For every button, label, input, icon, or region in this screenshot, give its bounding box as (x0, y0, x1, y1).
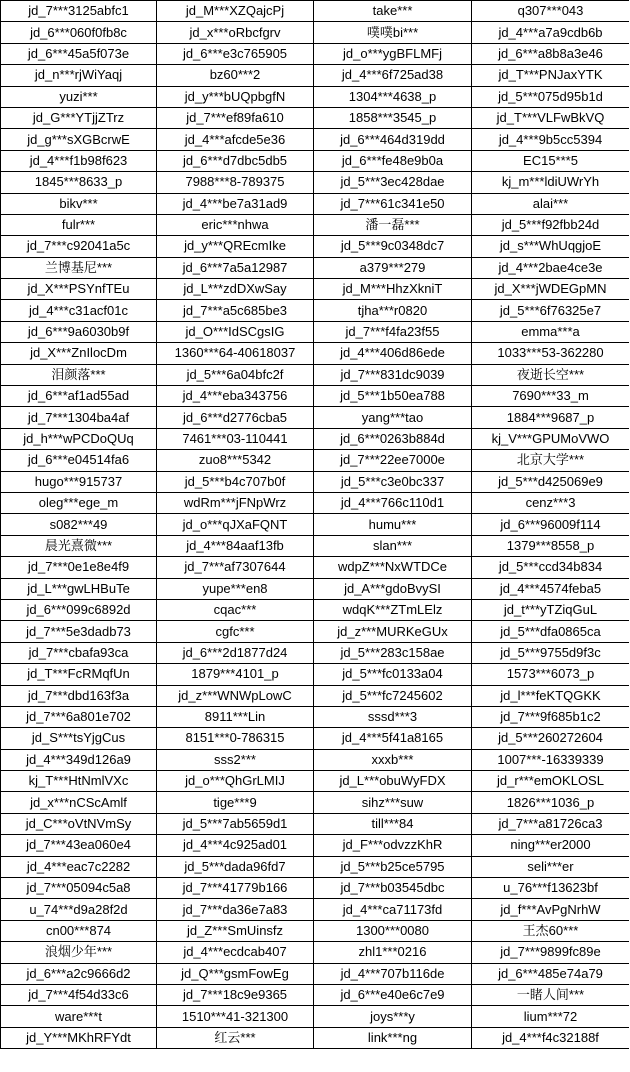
table-cell: jd_X***PSYnfTEu (1, 279, 157, 300)
table-cell: jd_6***a8b8a3e46 (472, 43, 630, 64)
table-row (1, 664, 630, 685)
table-cell: jd_7***3125abfc1 (1, 1, 157, 22)
table-cell: jd_4***9b5cc5394 (472, 129, 630, 150)
table-cell: 浪烟少年*** (1, 942, 157, 963)
table-row (1, 599, 630, 620)
table-row (1, 963, 630, 984)
table-cell: jd_t***yTZiqGuL (472, 599, 630, 620)
table-cell: jd_6***7a5a12987 (157, 257, 314, 278)
table-row (1, 920, 630, 941)
table-cell: xxxb*** (314, 749, 472, 770)
table-cell: kj_m***ldiUWrYh (472, 172, 630, 193)
table-cell: eric***nhwa (157, 214, 314, 235)
table-cell: jd_6***45a5f073e (1, 43, 157, 64)
table-cell: jd_X***jWDEGpMN (472, 279, 630, 300)
table-cell: jd_z***WNWpLowC (157, 685, 314, 706)
table-row (1, 321, 630, 342)
table-cell: jd_7***05094c5a8 (1, 878, 157, 899)
table-cell: a379***279 (314, 257, 472, 278)
table-row (1, 1027, 630, 1048)
table-row (1, 129, 630, 150)
table-cell: jd_6***2d1877d24 (157, 642, 314, 663)
table-cell: jd_5***dfa0865ca (472, 621, 630, 642)
table-cell: jd_4***f4c32188f (472, 1027, 630, 1048)
table-cell: jd_4***c31acf01c (1, 300, 157, 321)
table-cell: sihz***suw (314, 792, 472, 813)
table-row (1, 257, 630, 278)
table-row (1, 706, 630, 727)
table-cell: jd_7***43ea060e4 (1, 835, 157, 856)
table-cell: jd_7***a81726ca3 (472, 813, 630, 834)
table-cell: jd_L***gwLHBuTe (1, 578, 157, 599)
table-cell: 噗噗bi*** (314, 22, 472, 43)
table-cell: seli***er (472, 856, 630, 877)
table-row (1, 236, 630, 257)
table-cell: jd_7***9f685b1c2 (472, 706, 630, 727)
table-cell: 1304***4638_p (314, 86, 472, 107)
table-cell: jd_g***sXGBcrwE (1, 129, 157, 150)
table-cell: jd_7***61c341e50 (314, 193, 472, 214)
table-cell: jd_6***0263b884d (314, 428, 472, 449)
table-cell: humu*** (314, 514, 472, 535)
table-cell: jd_f***AvPgNrhW (472, 899, 630, 920)
table-cell: 1510***41-321300 (157, 1006, 314, 1027)
table-row (1, 450, 630, 471)
table-cell: jd_5***f92fbb24d (472, 214, 630, 235)
table-row (1, 107, 630, 128)
table-row (1, 86, 630, 107)
table-cell: 潘一磊*** (314, 214, 472, 235)
table-cell: jd_y***bUQpbgfN (157, 86, 314, 107)
table-cell: jd_5***ccd34b834 (472, 557, 630, 578)
table-cell: jd_7***41779b166 (157, 878, 314, 899)
table-cell: 红云*** (157, 1027, 314, 1048)
table-cell: jd_5***6a04bfc2f (157, 364, 314, 385)
table-cell: jd_7***f4fa23f55 (314, 321, 472, 342)
table-cell: jd_5***3ec428dae (314, 172, 472, 193)
table-cell: 1379***8558_p (472, 535, 630, 556)
table-row (1, 65, 630, 86)
table-cell: jd_5***d425069e9 (472, 471, 630, 492)
table-cell: zuo8***5342 (157, 450, 314, 471)
table-cell: jd_4***eba343756 (157, 386, 314, 407)
table-cell: jd_T***PNJaxYTK (472, 65, 630, 86)
table-cell: jd_7***af7307644 (157, 557, 314, 578)
table-cell: jd_Z***SmUinsfz (157, 920, 314, 941)
table-cell: jd_n***rjWiYaqj (1, 65, 157, 86)
table-row (1, 22, 630, 43)
table-cell: 1033***53-362280 (472, 343, 630, 364)
table-cell: 一睹人间*** (472, 984, 630, 1005)
table-cell: lium***72 (472, 1006, 630, 1027)
table-cell: jd_7***18c9e9365 (157, 984, 314, 1005)
table-cell: jd_7***da36e7a83 (157, 899, 314, 920)
table-row (1, 43, 630, 64)
table-row (1, 1006, 630, 1027)
table-cell: jd_7***ef89fa610 (157, 107, 314, 128)
table-cell: 7690***33_m (472, 386, 630, 407)
table-cell: jd_6***a2c9666d2 (1, 963, 157, 984)
table-cell: 8911***Lin (157, 706, 314, 727)
table-row (1, 492, 630, 513)
table-cell: cn00***874 (1, 920, 157, 941)
table-cell: jd_O***IdSCgsIG (157, 321, 314, 342)
table-cell: jd_o***ygBFLMFj (314, 43, 472, 64)
table-cell: wdqK***ZTmLElz (314, 599, 472, 620)
table-cell: jd_4***be7a31ad9 (157, 193, 314, 214)
table-cell: jd_7***831dc9039 (314, 364, 472, 385)
table-row (1, 343, 630, 364)
table-cell: jd_4***4c925ad01 (157, 835, 314, 856)
table-row (1, 193, 630, 214)
table-cell: jd_7***c92041a5c (1, 236, 157, 257)
table-cell: hugo***915737 (1, 471, 157, 492)
table-cell: jd_s***WhUqgjoE (472, 236, 630, 257)
table-cell: jd_M***XZQajcPj (157, 1, 314, 22)
table-cell: jd_5***1b50ea788 (314, 386, 472, 407)
table-cell: kj_V***GPUMoVWO (472, 428, 630, 449)
table-cell: tjha***r0820 (314, 300, 472, 321)
table-cell: jd_5***b25ce5795 (314, 856, 472, 877)
table-row (1, 899, 630, 920)
table-row (1, 279, 630, 300)
table-row (1, 428, 630, 449)
table-cell: jd_X***ZnIlocDm (1, 343, 157, 364)
table-cell: jd_7***1304ba4af (1, 407, 157, 428)
table-cell: q307***043 (472, 1, 630, 22)
table-cell: jd_7***22ee7000e (314, 450, 472, 471)
table-cell: jd_5***9c0348dc7 (314, 236, 472, 257)
table-cell: jd_C***oVtNVmSy (1, 813, 157, 834)
table-cell: jd_4***ca71173fd (314, 899, 472, 920)
table-cell: link***ng (314, 1027, 472, 1048)
table-cell: slan*** (314, 535, 472, 556)
table-cell: alai*** (472, 193, 630, 214)
table-row (1, 942, 630, 963)
table-cell: jd_S***tsYjgCus (1, 728, 157, 749)
table-cell: jd_o***qJXaFQNT (157, 514, 314, 535)
table-cell: 1007***-16339339 (472, 749, 630, 770)
table-row (1, 749, 630, 770)
table-cell: jd_4***84aaf13fb (157, 535, 314, 556)
table-row (1, 364, 630, 385)
table-cell: jd_4***4574feba5 (472, 578, 630, 599)
table-cell: jd_x***nCScAmlf (1, 792, 157, 813)
table-cell: bikv*** (1, 193, 157, 214)
table-cell: jd_6***d2776cba5 (157, 407, 314, 428)
table-cell: u_74***d9a28f2d (1, 899, 157, 920)
table-cell: jd_x***oRbcfgrv (157, 22, 314, 43)
table-cell: jd_5***260272604 (472, 728, 630, 749)
table-cell: jd_5***c3e0bc337 (314, 471, 472, 492)
table-cell: emma***a (472, 321, 630, 342)
table-cell: jd_4***349d126a9 (1, 749, 157, 770)
table-cell: take*** (314, 1, 472, 22)
table-cell: jd_6***9a6030b9f (1, 321, 157, 342)
table-cell: jd_T***VLFwBkVQ (472, 107, 630, 128)
table-cell: jd_7***6a801e702 (1, 706, 157, 727)
table-cell: jd_4***5f41a8165 (314, 728, 472, 749)
table-cell: jd_4***ecdcab407 (157, 942, 314, 963)
table-row (1, 150, 630, 171)
table-cell: 王杰60*** (472, 920, 630, 941)
table-cell: jd_4***2bae4ce3e (472, 257, 630, 278)
table-cell: jd_5***b4c707b0f (157, 471, 314, 492)
table-cell: 1858***3545_p (314, 107, 472, 128)
table-cell: 1826***1036_p (472, 792, 630, 813)
table-cell: jd_5***075d95b1d (472, 86, 630, 107)
table-cell: jd_6***96009f114 (472, 514, 630, 535)
table-row (1, 771, 630, 792)
table-row (1, 642, 630, 663)
table-cell: joys***y (314, 1006, 472, 1027)
table-cell: jd_h***wPCDoQUq (1, 428, 157, 449)
table-cell: yuzi*** (1, 86, 157, 107)
table-row (1, 214, 630, 235)
table-row (1, 471, 630, 492)
table-row (1, 578, 630, 599)
table-cell: kj_T***HtNmlVXc (1, 771, 157, 792)
table-cell: oleg***ege_m (1, 492, 157, 513)
table-row (1, 514, 630, 535)
table-cell: 1300***0080 (314, 920, 472, 941)
table-cell: jd_7***5e3dadb73 (1, 621, 157, 642)
table-cell: bz60***2 (157, 65, 314, 86)
table-cell: jd_5***7ab5659d1 (157, 813, 314, 834)
table-cell: jd_6***d7dbc5db5 (157, 150, 314, 171)
table-cell: jd_4***406d86ede (314, 343, 472, 364)
table-cell: jd_T***FcRMqfUn (1, 664, 157, 685)
table-row (1, 407, 630, 428)
table-cell: 1845***8633_p (1, 172, 157, 193)
table-cell: ware***t (1, 1006, 157, 1027)
table-cell: sss2*** (157, 749, 314, 770)
table-cell: 1879***4101_p (157, 664, 314, 685)
table-cell: jd_6***485e74a79 (472, 963, 630, 984)
table-cell: 1360***64-40618037 (157, 343, 314, 364)
table-cell: yupe***en8 (157, 578, 314, 599)
table-cell: jd_7***0e1e8e4f9 (1, 557, 157, 578)
table-cell: jd_4***f1b98f623 (1, 150, 157, 171)
table-cell: s082***49 (1, 514, 157, 535)
table-body (1, 1, 630, 1049)
table-cell: jd_5***dada96fd7 (157, 856, 314, 877)
table-cell: jd_Y***MKhRFYdt (1, 1027, 157, 1048)
table-row (1, 1, 630, 22)
table-cell: 1573***6073_p (472, 664, 630, 685)
table-cell: jd_o***QhGrLMIJ (157, 771, 314, 792)
table-row (1, 792, 630, 813)
table-row (1, 535, 630, 556)
table-cell: cqac*** (157, 599, 314, 620)
table-cell: jd_6***099c6892d (1, 599, 157, 620)
table-cell: jd_Q***gsmFowEg (157, 963, 314, 984)
table-cell: jd_F***odvzzKhR (314, 835, 472, 856)
table-cell: wdpZ***NxWTDCe (314, 557, 472, 578)
table-cell: sssd***3 (314, 706, 472, 727)
table-row (1, 621, 630, 642)
table-cell: jd_6***af1ad55ad (1, 386, 157, 407)
table-cell: jd_6***e04514fa6 (1, 450, 157, 471)
table-cell: EC15***5 (472, 150, 630, 171)
table-cell: jd_r***emOKLOSL (472, 771, 630, 792)
table-row (1, 835, 630, 856)
table-cell: jd_4***a7a9cdb6b (472, 22, 630, 43)
table-cell: zhl1***0216 (314, 942, 472, 963)
table-cell: jd_4***eac7c2282 (1, 856, 157, 877)
table-cell: cenz***3 (472, 492, 630, 513)
table-cell: 晨光熹微*** (1, 535, 157, 556)
table-cell: fulr*** (1, 214, 157, 235)
table-cell: jd_L***zdDXwSay (157, 279, 314, 300)
table-cell: jd_5***6f76325e7 (472, 300, 630, 321)
table-cell: jd_G***YTjjZTrz (1, 107, 157, 128)
table-cell: 泪颜落*** (1, 364, 157, 385)
table-cell: 1884***9687_p (472, 407, 630, 428)
table-cell: jd_6***e3c765905 (157, 43, 314, 64)
table-cell: jd_7***dbd163f3a (1, 685, 157, 706)
table-cell: tige***9 (157, 792, 314, 813)
table-row (1, 386, 630, 407)
table-row (1, 813, 630, 834)
table-cell: till***84 (314, 813, 472, 834)
table-cell: jd_y***QREcmIke (157, 236, 314, 257)
table-cell: jd_4***707b116de (314, 963, 472, 984)
table-cell: ning***er2000 (472, 835, 630, 856)
table-cell: jd_M***HhzXkniT (314, 279, 472, 300)
table-row (1, 172, 630, 193)
table-cell: u_76***f13623bf (472, 878, 630, 899)
table-cell: 7461***03-110441 (157, 428, 314, 449)
table-cell: jd_7***a5c685be3 (157, 300, 314, 321)
table-cell: jd_7***cbafa93ca (1, 642, 157, 663)
table-cell: jd_L***obuWyFDX (314, 771, 472, 792)
table-row (1, 878, 630, 899)
table-cell: 8151***0-786315 (157, 728, 314, 749)
table-cell: 北京大学*** (472, 450, 630, 471)
table-cell: jd_A***gdoBvySI (314, 578, 472, 599)
table-cell: jd_l***feKTQGKK (472, 685, 630, 706)
table-cell: jd_z***MURKeGUx (314, 621, 472, 642)
table-cell: wdRm***jFNpWrz (157, 492, 314, 513)
table-cell: jd_5***fc7245602 (314, 685, 472, 706)
table-cell: 兰博基尼*** (1, 257, 157, 278)
table-row (1, 685, 630, 706)
table-cell: jd_7***4f54d33c6 (1, 984, 157, 1005)
table-row (1, 728, 630, 749)
table-row (1, 856, 630, 877)
table-cell: jd_7***9899fc89e (472, 942, 630, 963)
table-cell: 7988***8-789375 (157, 172, 314, 193)
table-cell: jd_6***464d319dd (314, 129, 472, 150)
table-cell: jd_4***afcde5e36 (157, 129, 314, 150)
table-cell: 夜逝长空*** (472, 364, 630, 385)
table-row (1, 984, 630, 1005)
table-cell: jd_4***766c110d1 (314, 492, 472, 513)
table-row (1, 300, 630, 321)
table-cell: jd_5***9755d9f3c (472, 642, 630, 663)
table-cell: jd_6***fe48e9b0a (314, 150, 472, 171)
table-cell: cgfc*** (157, 621, 314, 642)
table-cell: jd_6***e40e6c7e9 (314, 984, 472, 1005)
table-cell: yang***tao (314, 407, 472, 428)
table-row (1, 557, 630, 578)
table-cell: jd_6***060f0fb8c (1, 22, 157, 43)
table-cell: jd_7***b03545dbc (314, 878, 472, 899)
table-cell: jd_5***283c158ae (314, 642, 472, 663)
table-cell: jd_5***fc0133a04 (314, 664, 472, 685)
table-cell: jd_4***6f725ad38 (314, 65, 472, 86)
